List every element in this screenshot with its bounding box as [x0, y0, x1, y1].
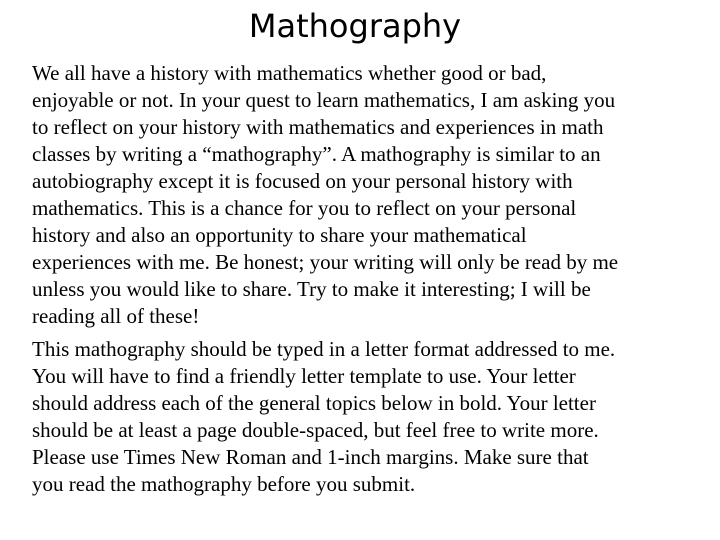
text-line: you read the mathography before you submit. [32, 472, 416, 496]
text-line: should be at least a page double-spaced, but feel free to write more. [32, 418, 599, 442]
text-line: This mathography should be typed in a letter format addressed to me. [32, 337, 616, 361]
text-line: experiences with me. Be honest; your writing will only be read by me [32, 250, 619, 274]
text-line: Please use Times New Roman and 1-inch margins. Make sure that [32, 445, 589, 469]
text-line: reading all of these! [32, 304, 200, 328]
text-line: autobiography except it is focused on your personal history with [32, 169, 573, 193]
paragraph-instructions [32, 336, 712, 498]
paragraph-intro [32, 60, 712, 330]
text-line: We all have a history with mathematics whether good or bad, [32, 61, 547, 85]
text-line: to reflect on your history with mathematics and experiences in math [32, 115, 604, 139]
text-line: history and also an opportunity to share your mathematical [32, 223, 527, 247]
text-line: You will have to find a friendly letter template to use. Your letter [32, 364, 576, 388]
text-line: mathematics. This is a chance for you to reflect on your personal [32, 196, 577, 220]
page-title: Mathography [248, 7, 462, 45]
text-line: unless you would like to share. Try to make it interesting; I will be [32, 277, 591, 301]
text-line: should address each of the general topics below in bold. Your letter [32, 391, 596, 415]
body-text [32, 60, 712, 498]
text-line: classes by writing a “mathography”. A mathography is similar to an [32, 142, 601, 166]
text-line: enjoyable or not. In your quest to learn mathematics, I am asking you [32, 88, 616, 112]
